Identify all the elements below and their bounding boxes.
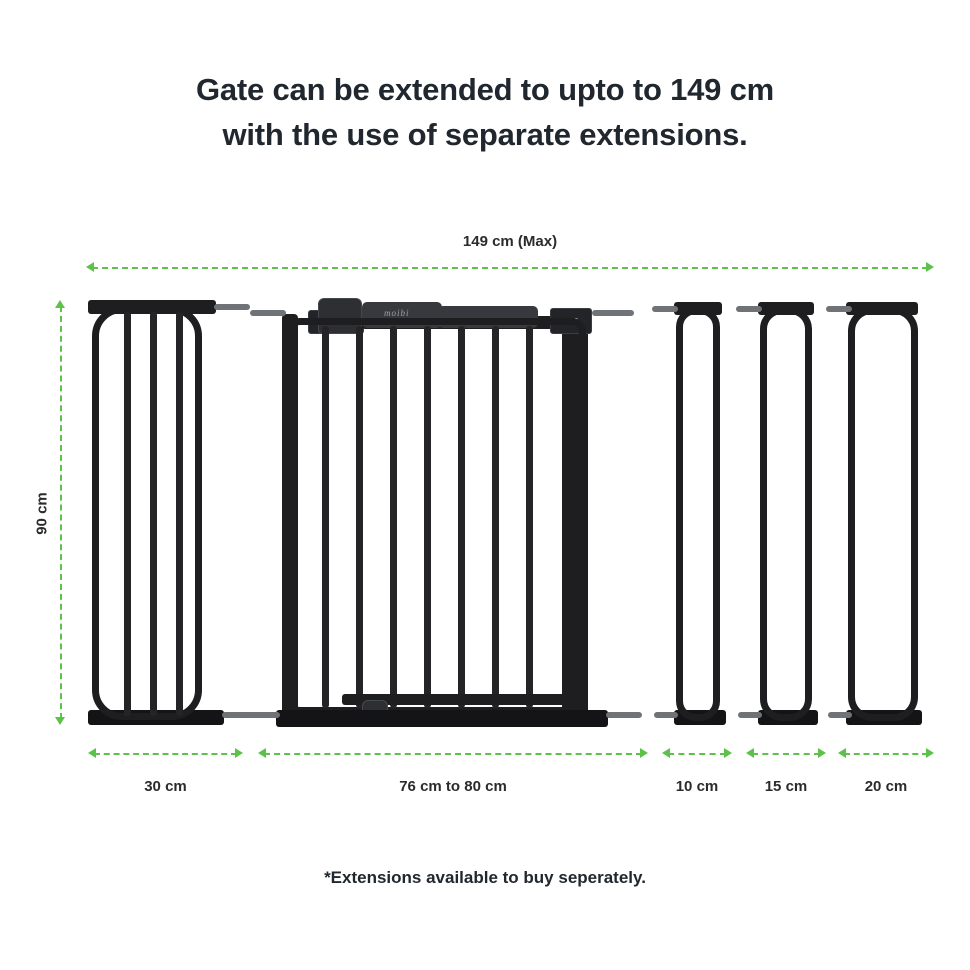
dimension-height — [55, 300, 66, 725]
panel-frame — [760, 307, 812, 721]
dimension-line — [844, 753, 928, 755]
dimension-line — [92, 267, 928, 269]
brand-label: moibi — [384, 308, 410, 318]
dimension-total-width-label: 149 cm (Max) — [462, 233, 558, 250]
dimension-ext-30-label: 30 cm — [144, 778, 187, 795]
dimension-gate-main — [258, 748, 648, 759]
panel-bar — [176, 312, 183, 716]
panel-screw-bottom — [738, 712, 762, 718]
dimension-ext-20 — [838, 748, 934, 759]
dimension-ext-10 — [662, 748, 732, 759]
page-title-line-1: Gate can be extended to upto to 149 cm — [195, 72, 775, 107]
panel-screw-top — [736, 306, 762, 312]
dimension-line — [94, 753, 237, 755]
arrow-right-cap — [235, 748, 243, 758]
dimension-height-label: 90 cm — [33, 492, 51, 535]
arrow-right-cap — [818, 748, 826, 758]
main-gate — [262, 296, 652, 736]
arrow-right-cap — [724, 748, 732, 758]
gate-screw-top-left — [250, 310, 286, 316]
gate-bar — [526, 326, 533, 708]
gate-bar — [356, 326, 363, 708]
panel-screw-bottom — [828, 712, 852, 718]
footnote: *Extensions available to buy seperately. — [324, 868, 646, 887]
gate-screw-bottom-right — [606, 712, 642, 718]
gate-screw-bottom-left — [244, 712, 280, 718]
panel-frame — [92, 306, 202, 720]
dimension-gate-main-label: 76 cm to 80 cm — [399, 778, 507, 795]
panel-bar — [150, 312, 157, 716]
extension-panel-10cm — [666, 302, 736, 725]
gate-bar — [458, 326, 465, 708]
extension-panel-30cm — [88, 300, 243, 725]
panel-bar — [124, 312, 131, 716]
dimension-line — [668, 753, 726, 755]
arrow-right-cap — [926, 262, 934, 272]
gate-bar — [390, 326, 397, 708]
dimension-line — [264, 753, 642, 755]
dimension-ext-15-label: 15 cm — [764, 778, 808, 795]
gate-screw-top-right — [592, 310, 634, 316]
arrow-bottom-cap — [55, 717, 65, 725]
panel-frame — [848, 307, 918, 721]
gate-bar — [492, 326, 499, 708]
dimension-ext-20-label: 20 cm — [864, 778, 908, 795]
gate-bottom-rail — [276, 710, 608, 727]
dimension-total-width — [86, 262, 934, 273]
gate-bar — [322, 326, 329, 708]
dimension-ext-15 — [746, 748, 826, 759]
arrow-right-cap — [640, 748, 648, 758]
panel-screw-top — [652, 306, 678, 312]
page-title-line-2: with the use of separate extensions. — [222, 116, 748, 152]
dimension-line — [752, 753, 820, 755]
gate-bar — [424, 326, 431, 708]
dimension-line — [60, 306, 62, 719]
panel-screw-top — [214, 304, 250, 310]
dimension-ext-30 — [88, 748, 243, 759]
arrow-right-cap — [926, 748, 934, 758]
extension-panel-15cm — [748, 302, 828, 725]
extension-panel-20cm — [840, 302, 935, 725]
dimension-ext-10-label: 10 cm — [675, 778, 719, 795]
panel-frame — [676, 307, 720, 721]
panel-screw-bottom — [654, 712, 678, 718]
gate-door-frame — [286, 318, 586, 714]
panel-screw-top — [826, 306, 852, 312]
